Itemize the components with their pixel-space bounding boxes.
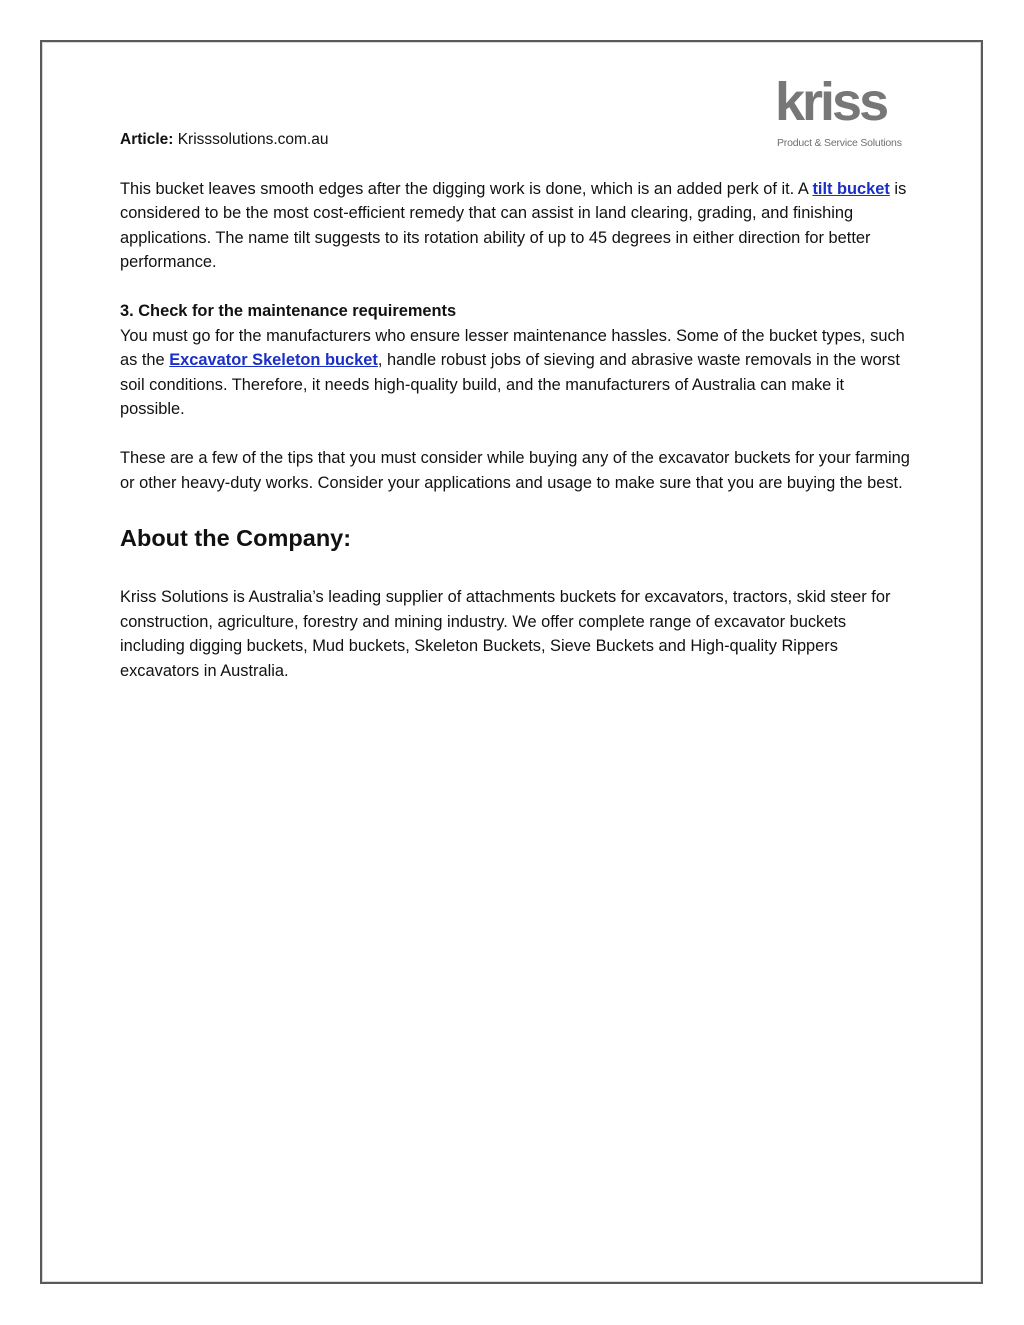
paragraph-about-company: Kriss Solutions is Australia’s leading supplier of attachments buckets for excavators, tractors, skid steer for construction, agriculture, forestry and mining industry. We offer complete range of excavator buckets including digging buckets, Mud buckets, Skeleton Buckets, Sieve Buckets and High-quality Rippers excavators in Australia.: [120, 588, 891, 680]
paragraph-tips: These are a few of the tips that you must consider while buying any of the excavator buckets for your farming or other heavy-duty works. Consider your applications and usage to make sure that you are buying the best.: [120, 448, 910, 492]
logo-wordmark: kriss: [775, 72, 887, 132]
paragraph-tilt-bucket: [120, 177, 910, 275]
article-source: Krisssolutions.com.au: [177, 131, 329, 148]
excavator-skeleton-bucket-link[interactable]: Excavator Skeleton bucket: [169, 351, 378, 370]
paragraph-text: This bucket leaves smooth edges after the digging work is done, which is an added perk of it. A: [120, 179, 813, 198]
article-source-line: [120, 128, 910, 153]
paragraph-text: You must go for the manufacturers who ensure lesser maintenance hassles. Some of the bucket types, such as the: [120, 326, 905, 370]
article-label: Article:: [120, 131, 174, 148]
document-body: [120, 128, 910, 684]
paragraph-maintenance: [120, 324, 910, 422]
paragraph-text: is considered to be the most cost-efficient remedy that can assist in land clearing, grading, and finishing applications. The name tilt suggests to its rotation ability of up to 45 degrees in either direction for better performance.: [120, 179, 907, 272]
tilt-bucket-link[interactable]: tilt bucket: [812, 179, 890, 198]
about-heading: About the Company:: [120, 525, 352, 552]
logo-tagline: Product & Service Solutions: [777, 137, 902, 149]
paragraph-text: , handle robust jobs of sieving and abrasive waste removals in the worst soil conditions. Therefore, it needs high-quality build, and the manufacturers of Australia can make it possible.: [120, 351, 900, 419]
section-heading-maintenance: 3. Check for the maintenance requirements: [120, 301, 457, 320]
